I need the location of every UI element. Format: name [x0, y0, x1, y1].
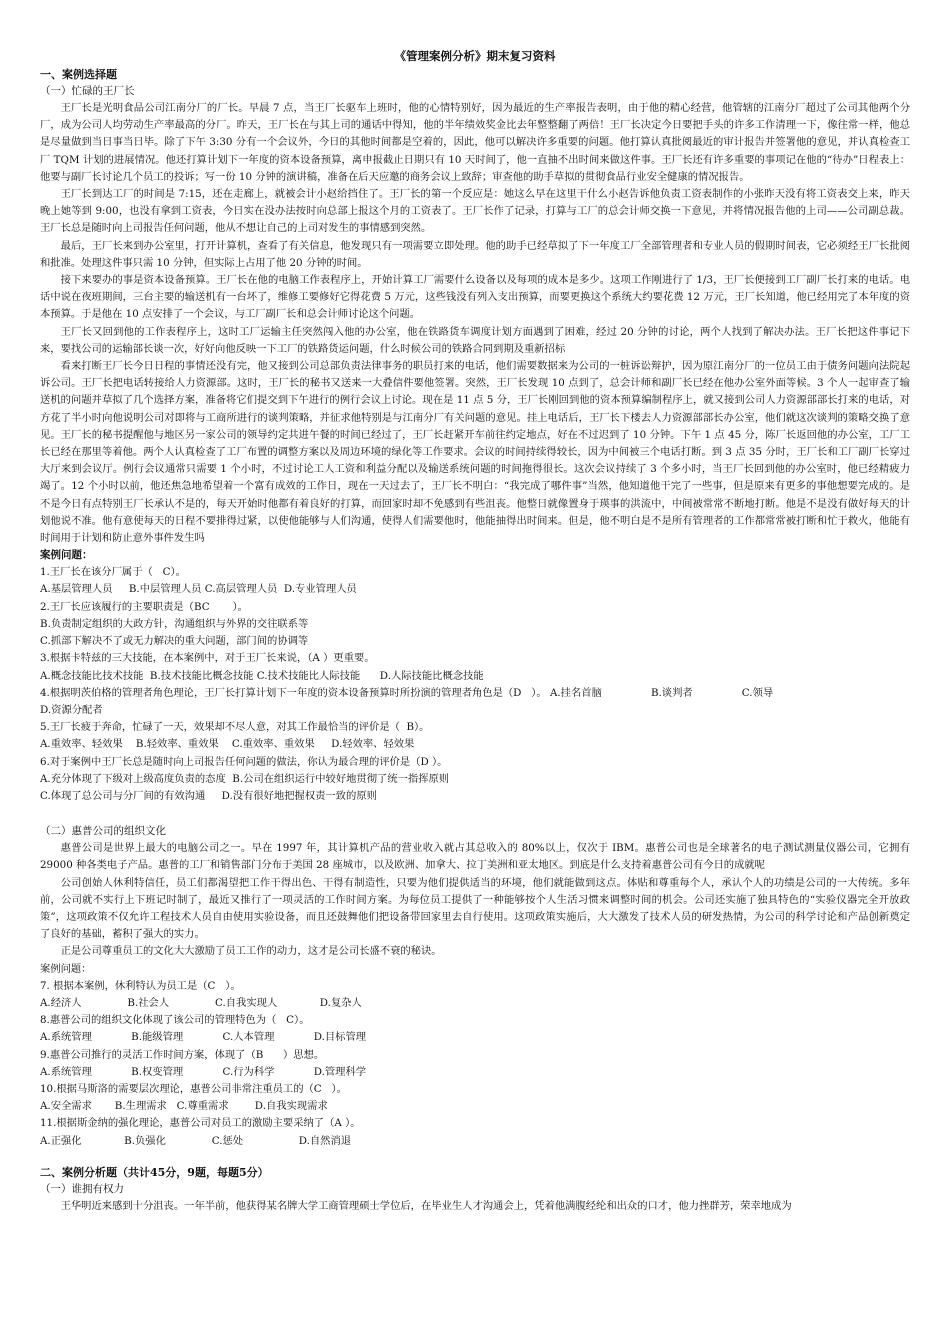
- question-line: A.重效率、轻效果 B.轻效率、重效果 C.重效率、重效果 D.轻效率、轻效果: [40, 738, 415, 751]
- question-line: 2.王厂长应该履行的主要职责是（BC ）。: [40, 600, 248, 613]
- case-2-body: [40, 840, 910, 960]
- paragraph: 接下来要办的事是资本设备预算。王厂长在他的电脑工作表程序上，开始计算工厂需要什么设备以及每项的成本是多少。这项工作刚进行了 1/3，王厂长便接到工厂副厂长打来的电话。电话中说在夜班期间，三台主要的输送机有一台坏了，维修工要修好它得花费 5 万元，这些钱没有列入支出预算，而要更换这个系统大约要花费 12 万元，王厂长知道，他已经用完了本年度的资本预算。于是他在 10 点安排了一个会议，与工厂副厂长和总会计师讨论这个问题。: [40, 274, 910, 321]
- paragraph: 王厂长到达工厂的时间是 7:15，还在走廊上，就被会计小赵给挡住了。王厂长的第一个反应是：她这么早在这里干什么小赵告诉他负责工资表制作的小张昨天没有将工资表交上来，昨天晚上她等到 9:00，也没有拿到工资表，今日实在没办法按时向总部上报这个月的工资表了。王厂长作了记录，打算与工厂的总会计师交换一下意见，并将情况报告他的上司——公司副总裁。王厂长总是随时向上司报告任何问题，他从不想让自己的上司对发生的事情感到突然。: [40, 188, 910, 235]
- paragraph: 正是公司尊重员工的文化大大激励了员工工作的动力，这才是公司长盛不衰的秘诀。: [60, 945, 442, 958]
- question-line: 1.王厂长在该分厂属于（ C）。: [40, 566, 186, 579]
- question-line: 11.根据斯金纳的强化理论，惠普公司对员工的激励主要采纳了（A ）。: [40, 1117, 361, 1130]
- spacer: [40, 805, 910, 823]
- question-line: 8.惠普公司的组织文化体现了该公司的管理特色为（ C）。: [40, 1014, 310, 1027]
- question-line: 9.惠普公司推行的灵活工作时间方案，体现了（B ）思想。: [40, 1048, 325, 1061]
- question-line: C.体现了总公司与分厂间的有效沟通 D.没有很好地把握权责一致的原则: [40, 789, 377, 802]
- question-line: A.系统管理 B.能级管理 C.人本管理 D.目标管理: [40, 1031, 367, 1044]
- case-1-questions-heading: 案例问题：: [40, 549, 93, 562]
- question-line: D.资源分配者: [40, 703, 103, 716]
- case-1-subtitle: （一）忙碌的王厂长: [40, 85, 135, 97]
- question-line: A.基层管理人员 B.中层管理人员 C.高层管理人员 D.专业管理人员: [40, 583, 357, 596]
- question-line: 7. 根据本案例，休利特认为员工是（C ）。: [40, 979, 241, 992]
- section-2-heading: 二、案例分析题（共计45分，9题，每题5分）: [40, 1165, 269, 1179]
- question-line: A.充分体现了下级对上级高度负责的态度 B.公司在组织运行中较好地贯彻了统一指挥原则: [40, 772, 450, 785]
- question-line: 4.根据明茨伯格的管理者角色理论，王厂长打算计划下一年度的资本设备预算时所扮演的管理者角色是（D ）。 A.挂名首脑 B.谈判者 C.领导: [40, 686, 774, 699]
- question-line: 10.根据马斯洛的需要层次理论，惠普公司非常注重员工的（C ）。: [40, 1082, 347, 1095]
- case-2-questions-heading: 案例问题：: [40, 962, 92, 975]
- paragraph: 最后，王厂长来到办公室里，打开计算机，查看了有关信息，他发现只有一项需要立即处理。他的助手已经草拟了下一年度工厂全部管理者和专业人员的假期时间表，它必须经王厂长批阅和批准。处理这件事只需 10 分钟，但实际上占用了他 20 分钟的时间。: [40, 239, 910, 269]
- question-line: 3.根据卡特兹的三大技能，在本案例中，对于王厂长来说，（A ）更重要。: [40, 652, 375, 665]
- case-2-questions: [40, 978, 910, 1150]
- section-2-case-1-body: [40, 1198, 910, 1215]
- spacer: [40, 1150, 910, 1164]
- question-line: B.负责制定组织的大政方针，沟通组织与外界的交往联系等: [40, 617, 309, 630]
- paragraph: 看来打断王厂长今日日程的事情还没有完，他又接到公司总部负责法律事务的职员打来的电话，他们需要数据来为公司的一桩诉讼辩护，因为原江南分厂的一位员工由于债务问题向法院起诉公司。王厂长把电话转接给人力资源部。这时，王厂长的秘书又送来一大叠信件要他签署。突然，王厂长发现 10 点到了，总会计师和副厂长已经在他办公室外面等候。3 个人一起审查了输送机的问题并草拟了几个选择方案，准备将它们提交到下午进行的例行会议上讨论。现在是 11 点 5 分，王厂长刚回到他的资本预算编制程序上，就又接到公司人力资源部部长打来的电话，对方花了半小时向他说明公司对即将与工商所进行的谈判策略，并征求他特别是与江南分厂有关问题的意见。挂上电话后，王厂长下楼去人力资源部部长办公室，他们就这次谈判的策略交换了意见。王厂长的秘书提醒他与地区另一家公司的领导约定共进午餐的时间已经过了，王厂长赶紧开车前往约定地点，好在不过迟到了 10 分钟。下午 1 点 45 分，陈厂长返回他的办公室，工厂工长已经在那里等着他。两个人认真检查了工厂布置的调整方案以及周边环境的绿化等工作要求。会议的时间持续得较长，因为中间被三个电话打断。到 3 点 35 分时，王厂长和工厂副厂长穿过大厅来到会议厅。例行会议通常只需要 1 个小时，不过讨论工人工资和利益分配以及输送系统问题的时间拖得很长。这次会议持续了 3 个多小时，当王厂长回到他的办公室时，他已经精疲力竭了。12 个小时以前，他还焦急地希望着一个富有成效的工作日，现在一天过去了，王厂长不明白：“我完成了哪件事”当然，他知道他干完了一些事，但是原来有更多的事他想要完成的。是不是今日有点特别王厂长承认不是的，每天开始时他都有着良好的打算，而回家时却不免感到有些沮丧。他整日就像置身于瑛事的洪流中，中间被常常不断地打断。他是不是没有做好每天的计划他说不准。他有意使每天的日程不要排得过紧，以使他能够与人们沟通，使得人们需要他时，他能抽得出时间来。但是，他不明白是不是所有管理者的工作都常常被打断和忙于救火，他能有时间用于计划和防止意外事件发生吗: [40, 360, 910, 545]
- question-line: 6.对于案例中王厂长总是随时向上司报告任何问题的做法，你认为最合理的评价是（D ）。: [40, 755, 448, 768]
- question-line: C.抓部下解决不了或无力解决的重大问题，部门间的协调等: [40, 635, 309, 648]
- document-title: 《管理案例分析》期末复习资料: [394, 49, 556, 63]
- paragraph: 公司创始人休利特信任，员工们都渴望把工作干得出色、干得有制造性，只要为他们提供适当的环境，他们就能做到这点。体贴和尊重每个人，承认个人的功绩是公司的一大传统。多年前，公司就不实行上下班记时制了，最近又推行了一项灵活的工作时间方案。为每位员工提供了一种能够按个人生活习惯来调整时间的机会。公司还实施了独具特色的“实验仪器完全开放政策”，这项政策不仅允许工程技术人员自由使用实验设备，而且还鼓舞他们把设备带回家里去自行使用。这项政策实施后，大大激发了技术人员的研发热情，为公司的科学讨论和产品创新奠定了良好的基础，蓄积了强大的实力。: [40, 876, 910, 941]
- paragraph: 惠普公司是世界上最大的电脑公司之一。早在 1997 年，其计算机产品的营业收入就占其总收入的 80%以上，仅次于 IBM。惠普公司也是全球著名的电子测试测量仪器公司，它拥有 29000 种各类电子产品。惠普的工厂和销售部门分布于美国 28 座城市，以及欧洲、加拿大、拉丁美洲和亚太地区。到底是什么支持着惠普公司有今日的成就呢: [40, 842, 910, 872]
- paragraph: 王华明近来感到十分沮丧。一年半前，他获得某名牌大学工商管理硕士学位后，在毕业生人才沟通会上，凭着他满腹经纶和出众的口才，他力挫群芳，荣幸地成为: [60, 1199, 792, 1212]
- question-line: A.经济人 B.社会人 C.自我实现人 D.复杂人: [40, 996, 362, 1009]
- question-line: A.概念技能比技术技能 B.技术技能比概念技能 C.技术技能比人际技能 D.人际技能比概念技能: [40, 669, 484, 682]
- section-1-heading: 一、案例选择题: [40, 68, 117, 81]
- case-1-body: [40, 100, 910, 547]
- question-line: A.安全需求 B.生理需求 C.尊重需求 D.自我实现需求: [40, 1100, 328, 1113]
- section-2-case-1-subtitle: （一）谁拥有权力: [40, 1182, 124, 1195]
- paragraph: 王厂长又回到他的工作表程序上，这时工厂运输主任突然闯入他的办公室，他在铁路货车调度计划方面遇到了困难，经过 20 分钟的讨论，两个人找到了解决办法。王厂长把这件事记下来，要找公司的运输部长谈一次，好好向他反映一下工厂的铁路货运问题，什么时候公司的铁路合同到期及重新招标: [40, 325, 910, 355]
- document-page: [40, 48, 910, 1215]
- question-line: A.正强化 B.负强化 C.惩处 D.自然消退: [40, 1134, 352, 1147]
- case-2-subtitle: （二）惠普公司的组织文化: [40, 825, 166, 838]
- question-line: 5.王厂长疲于奔命，忙碌了一天，效果却不尽人意，对其工作最恰当的评价是（ B）。: [40, 721, 430, 734]
- case-1-questions: [40, 564, 910, 805]
- paragraph: 王厂长是光明食品公司江南分厂的厂长。早晨 7 点，当王厂长驱车上班时，他的心情特别好，因为最近的生产率报告表明，由于他的精心经营，他管辖的江南分厂超过了公司其他两个分厂，成为公司人均劳动生产率最高的分厂。昨天，王厂长在与其上司的通话中得知，他的半年绩效奖金比去年整整翻了两倍！王厂长决定今日要把手头的许多工作清理一下，像往常一样，他总是尽量做到当日事当日毕。除了下午 3:30 分有一个会议外，今日的其他时间都是空着的，因此，他可以解决许多重要的问题。他打算认真批阅最近的审计报告并签署他的意见，并认真检查工厂 TQM 计划的进展情况。他还打算计划下一年度的资本设备预算，离申报截止日期只有 10 天时间了，他一直抽不出时间来做这件事。王厂长还有许多重要的事项记在他的“待办”日程表上：他要与副厂长讨论几个员工的投诉；写一份 10 分钟的演讲稿，准备在后天应邀的商务会议上致辞；审查他的助手草拟的贯彻食品行业安全健康的情况报告。: [40, 102, 910, 183]
- question-line: A.系统管理 B.权变管理 C.行为科学 D.管理科学: [40, 1065, 367, 1078]
